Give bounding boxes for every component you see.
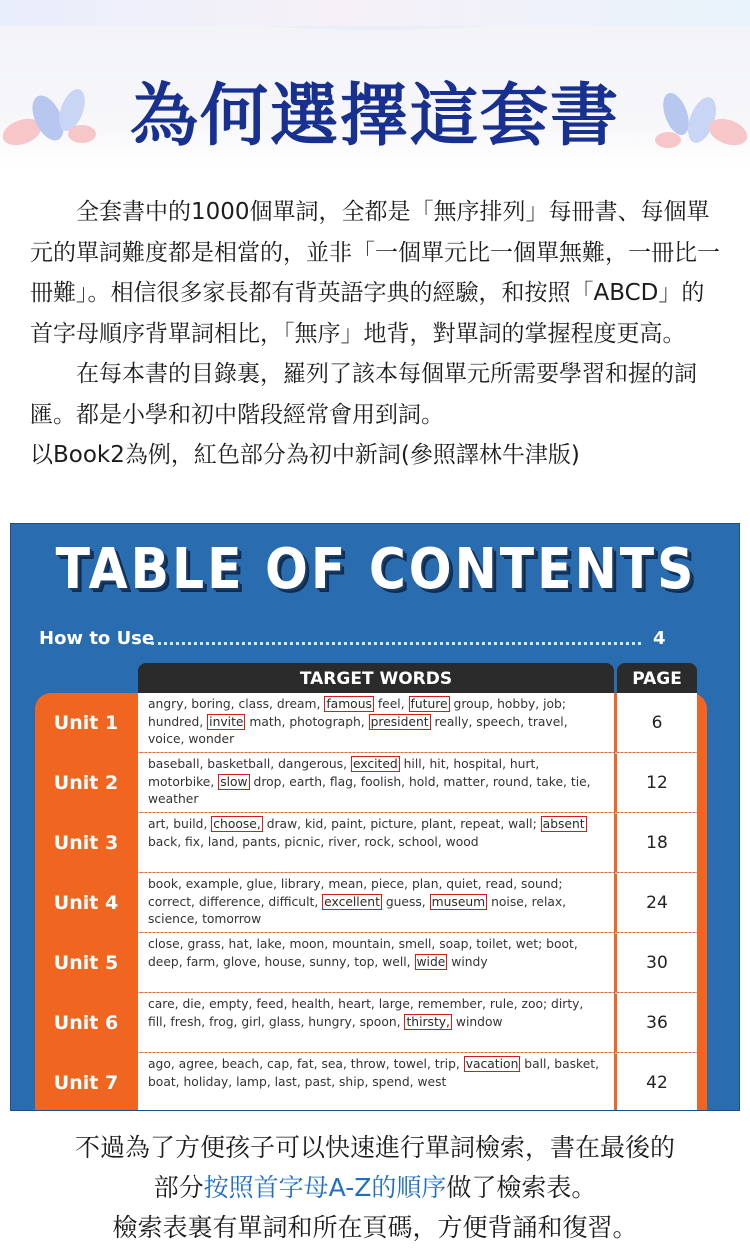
- word-text: really, speech, travel, voice, wonder: [148, 714, 568, 746]
- word-text: ball, basket, boat, holiday, lamp, last, past, ship, spend, west: [148, 1057, 600, 1089]
- word-text: math, photograph,: [245, 714, 369, 729]
- word-text: angry, boring, class, dream,: [148, 697, 325, 711]
- table-row: [35, 1053, 707, 1111]
- outro-line-2: [0, 1168, 750, 1208]
- unit-page-number: 42: [617, 1053, 697, 1111]
- unit-label: Unit 6: [53, 1012, 119, 1034]
- word-text: window: [451, 1014, 503, 1029]
- unit-words: [138, 1053, 614, 1111]
- outro-line-3: 檢索表裏有單詞和所在頁碼，方便背誦和復習。: [112, 1213, 638, 1242]
- unit-label: Unit 7: [53, 1072, 119, 1094]
- highlighted-word: president: [370, 714, 429, 729]
- word-text: guess,: [381, 894, 430, 909]
- unit-words: [138, 993, 614, 1052]
- word-text: back, fix, land, pants, picnic, river, rock, school, wood: [148, 834, 479, 849]
- dotted-leader: [151, 642, 641, 645]
- word-text: baseball, basketball, dangerous,: [148, 757, 351, 771]
- intro-paragraph-1: 全套書中的1000個單詞，全都是「無序排列」每冊書、每個單元的單詞難度都是相當的，並非「一個單元比一個單無難，一冊比一冊難」。相信很多家長都有背英語字典的經驗，和按照「ABCD」的首字母順序背單詞相比，「無序」地背，對單詞的掌握程度更高。: [30, 199, 720, 347]
- unit-label: Unit 2: [53, 772, 119, 794]
- outro-line-2-post: 做了檢索表。: [446, 1173, 597, 1202]
- unit-page-number: 6: [617, 693, 697, 752]
- unit-page-number: 36: [617, 993, 697, 1052]
- page-title: 為何選擇這套書: [129, 77, 620, 156]
- word-text: noise, relax, science, tomorrow: [148, 894, 567, 926]
- unit-label: Unit 4: [53, 892, 119, 914]
- table-of-contents-image: [10, 523, 740, 1111]
- highlighted-word: slow: [220, 774, 248, 789]
- word-text: windy: [447, 954, 488, 969]
- word-text: ago, agree, beach, cap, fat, sea, throw, towel, trip,: [148, 1057, 464, 1071]
- table-row: [35, 933, 707, 993]
- highlighted-word: museum: [431, 894, 486, 909]
- table-row: [35, 693, 707, 753]
- how-to-use-link[interactable]: [39, 624, 719, 654]
- word-text: book, example, glue, library, mean, piece, plan, quiet, read, sound; correct, difference, difficult,: [148, 877, 563, 909]
- column-header-target-words: TARGET WORDS: [138, 663, 614, 695]
- highlighted-word: invite: [209, 714, 244, 729]
- header-band: [0, 0, 750, 26]
- unit-page-number: 18: [617, 813, 697, 872]
- table-row: [35, 873, 707, 933]
- unit-label: Unit 3: [53, 832, 119, 854]
- word-text: group, hobby, job; hundred,: [148, 697, 566, 729]
- highlighted-word: excellent: [324, 894, 380, 909]
- outro-text: [0, 1128, 750, 1248]
- how-to-use-label: How to Use: [39, 628, 155, 649]
- unit-rows: [35, 693, 707, 1111]
- how-to-use-page: 4: [653, 628, 666, 649]
- highlighted-word: thirsty,: [406, 1014, 450, 1029]
- word-text: hill, hit, hospital, hurt, motorbike,: [148, 757, 540, 789]
- highlighted-word: absent: [542, 817, 585, 831]
- header-banner: [0, 0, 750, 172]
- word-text: drop, earth, flag, foolish, hold, matter, round, take, tie, weather: [148, 774, 591, 806]
- unit-label: Unit 1: [53, 712, 119, 734]
- highlighted-word: choose,: [213, 817, 261, 831]
- word-text: close, grass, hat, lake, moon, mountain, smell, soap, toilet, wet; boot, deep, farm, glove, house, sunny, top, well,: [148, 937, 578, 969]
- unit-page-number: 24: [617, 873, 697, 932]
- word-text: draw, kid, paint, picture, plant, repeat, wall;: [262, 817, 541, 831]
- column-header-page: PAGE: [617, 663, 697, 695]
- table-row: [35, 993, 707, 1053]
- unit-page-number: 30: [617, 933, 697, 992]
- unit-words: [138, 693, 614, 752]
- unit-page-number: 12: [617, 753, 697, 812]
- word-text: feel,: [373, 697, 409, 711]
- toc-title: TABLE OF CONTENTS: [55, 537, 697, 602]
- unit-words: [138, 933, 614, 992]
- highlighted-word: wide: [416, 954, 446, 969]
- outro-highlight: 按照首字母A-Z的順序: [203, 1173, 447, 1202]
- highlighted-word: excited: [352, 757, 398, 771]
- outro-line-2-pre: 部分: [153, 1173, 204, 1202]
- highlighted-word: vacation: [465, 1057, 519, 1071]
- intro-text: [30, 192, 720, 476]
- outro-line-1: 不過為了方便孩子可以快速進行單詞檢索，書在最後的: [74, 1133, 675, 1162]
- table-row: [35, 753, 707, 813]
- unit-words: [138, 873, 614, 932]
- highlighted-word: famous: [326, 697, 372, 711]
- unit-words: [138, 753, 614, 812]
- unit-words: [138, 813, 614, 872]
- word-text: art, build,: [148, 817, 212, 831]
- highlighted-word: future: [410, 697, 448, 711]
- table-row: [35, 813, 707, 873]
- intro-paragraph-2: 在每本書的目錄裏，羅列了該本每個單元所需要學習和握的詞匯。都是小學和初中階段經常會用到詞。: [30, 361, 697, 428]
- word-text: care, die, empty, feed, health, heart, large, remember, rule, zoo; dirty, fill, fresh, frog, girl, glass, hungry, spoon,: [148, 997, 584, 1029]
- unit-label: Unit 5: [53, 952, 119, 974]
- intro-paragraph-3: 以Book2為例，紅色部分為初中新詞(參照譯林牛津版): [30, 442, 580, 468]
